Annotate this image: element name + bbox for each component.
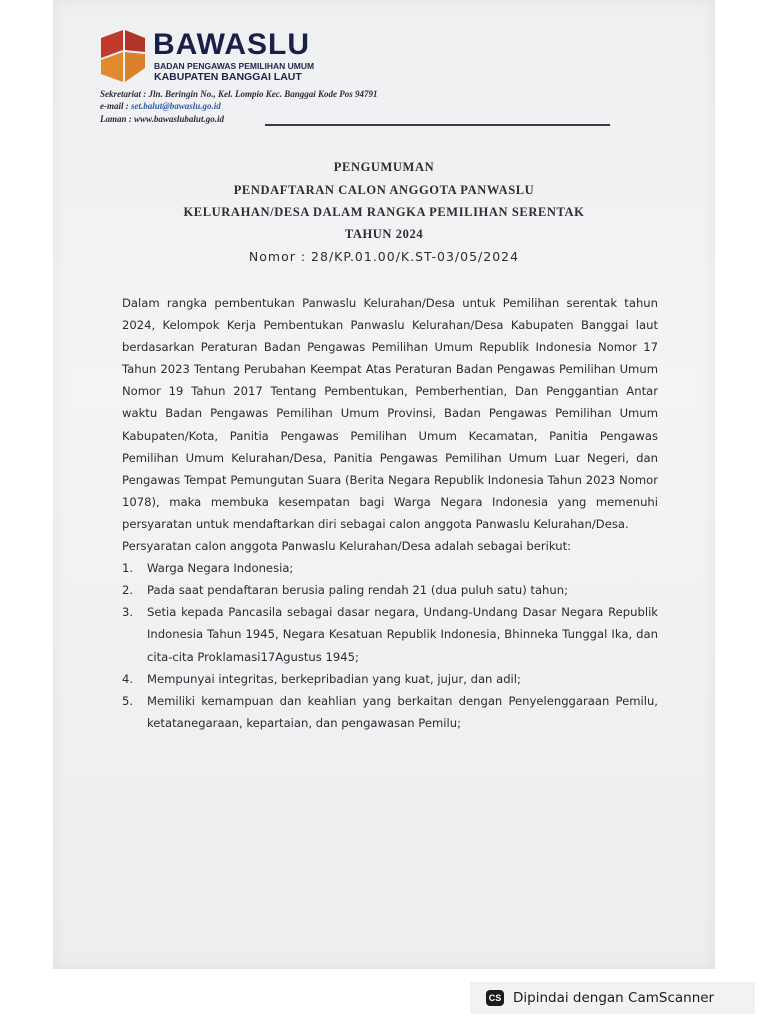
- list-text: Mempunyai integritas, berkepribadian yang kuat, jujur, dan adil;: [147, 671, 521, 686]
- camscanner-label: Dipindai dengan CamScanner: [513, 990, 715, 1006]
- list-number: 4.: [122, 671, 134, 686]
- requirements-intro: Persyaratan calon anggota Panwaslu Kelurahan/Desa adalah sebagai berikut:: [122, 539, 572, 554]
- requirements-list: [122, 557, 658, 734]
- main-paragraph: Dalam rangka pembentukan Panwaslu Kelurahan/Desa untuk Pemilihan serentak tahun 2024, Kelompok Kerja Pembentukan Panwaslu Kelurahan/Desa Kabupaten Banggai laut berdasarkan Peraturan Badan Pengawas Pemilihan Umum Republik Indonesia Nomor 17 Tahun 2023 Tentang Perubahan Keempat Atas Peraturan Badan Pengawas Pemilihan Umum Nomor 19 Tahun 2017 Tentang Pembentukan, Pemberhentian, Dan Penggantian Antar waktu Badan Pengawas Pemilihan Umum Provinsi, Badan Pengawas Pemilihan Umum Kabupaten/Kota, Panitia Pengawas Pemilihan Umum Kecamatan, Panitia Pengawas Pemilihan Umum Kelurahan/Desa, Panitia Pengawas Pemilihan Umum Luar Negeri, dan Pengawas Tempat Pemungutan Suara (Berita Negara Republik Indonesia Tahun 2023 Nomor 1078), maka membuka kesempatan bagi Warga Negara Indonesia yang memenuhi persyaratan untuk mendaftarkan diri sebagai calon anggota Panwaslu Kelurahan/Desa.: [122, 296, 658, 531]
- website-line: Laman : www.bawaslubalut.go.id: [100, 114, 224, 124]
- bawaslu-logo-icon: [97, 28, 149, 84]
- list-item: [122, 668, 658, 690]
- document-body: [122, 292, 658, 734]
- list-number: 5.: [122, 693, 134, 708]
- list-text: Memiliki kemampuan dan keahlian yang berkaitan dengan Penyelenggaraan Pemilu, ketatanegaraan, kepartaian, dan pengawasan Pemilu;: [147, 693, 658, 730]
- camscanner-badge: [470, 982, 755, 1014]
- list-text: Pada saat pendaftaran berusia paling rendah 21 (dua puluh satu) tahun;: [147, 583, 569, 598]
- email-line: [100, 101, 221, 112]
- email-label: e-mail :: [100, 101, 131, 111]
- address-line: Sekretariat : Jln. Beringin No., Kel. Lompio Kec. Banggai Kode Pos 94791: [100, 89, 378, 99]
- list-number: 1.: [122, 561, 134, 576]
- title-line-2: PENDAFTARAN CALON ANGGOTA PANWASLU: [233, 183, 535, 197]
- document-number: Nomor : 28/KP.01.00/K.ST-03/05/2024: [248, 249, 520, 264]
- list-item: [122, 579, 658, 601]
- agency-name: BADAN PENGAWAS PEMILIHAN UMUM: [154, 61, 315, 71]
- list-text: Warga Negara Indonesia;: [147, 561, 294, 576]
- list-number: 3.: [122, 605, 134, 620]
- list-item: [122, 601, 658, 667]
- title-line-4: TAHUN 2024: [344, 227, 424, 241]
- email-link[interactable]: set.balut@bawaslu.go.id: [131, 101, 221, 111]
- title-line-3: KELURAHAN/DESA DALAM RANGKA PEMILIHAN SERENTAK: [183, 205, 585, 219]
- camscanner-icon: CS: [486, 990, 504, 1006]
- letterhead-divider: [265, 124, 610, 126]
- list-number: 2.: [122, 583, 134, 598]
- region-name: KABUPATEN BANGGAI LAUT: [154, 71, 302, 83]
- brand-name: BAWASLU: [153, 28, 310, 61]
- title-announcement: PENGUMUMAN: [333, 160, 435, 174]
- list-item: [122, 690, 658, 734]
- list-text: Setia kepada Pancasila sebagai dasar negara, Undang-Undang Dasar Negara Republik Indonesia Tahun 1945, Negara Kesatuan Republik Indonesia, Bhinneka Tunggal Ika, dan cita-cita Proklamasi17Agustus 1945;: [147, 605, 658, 664]
- scanned-page: [53, 0, 715, 969]
- list-item: [122, 557, 658, 579]
